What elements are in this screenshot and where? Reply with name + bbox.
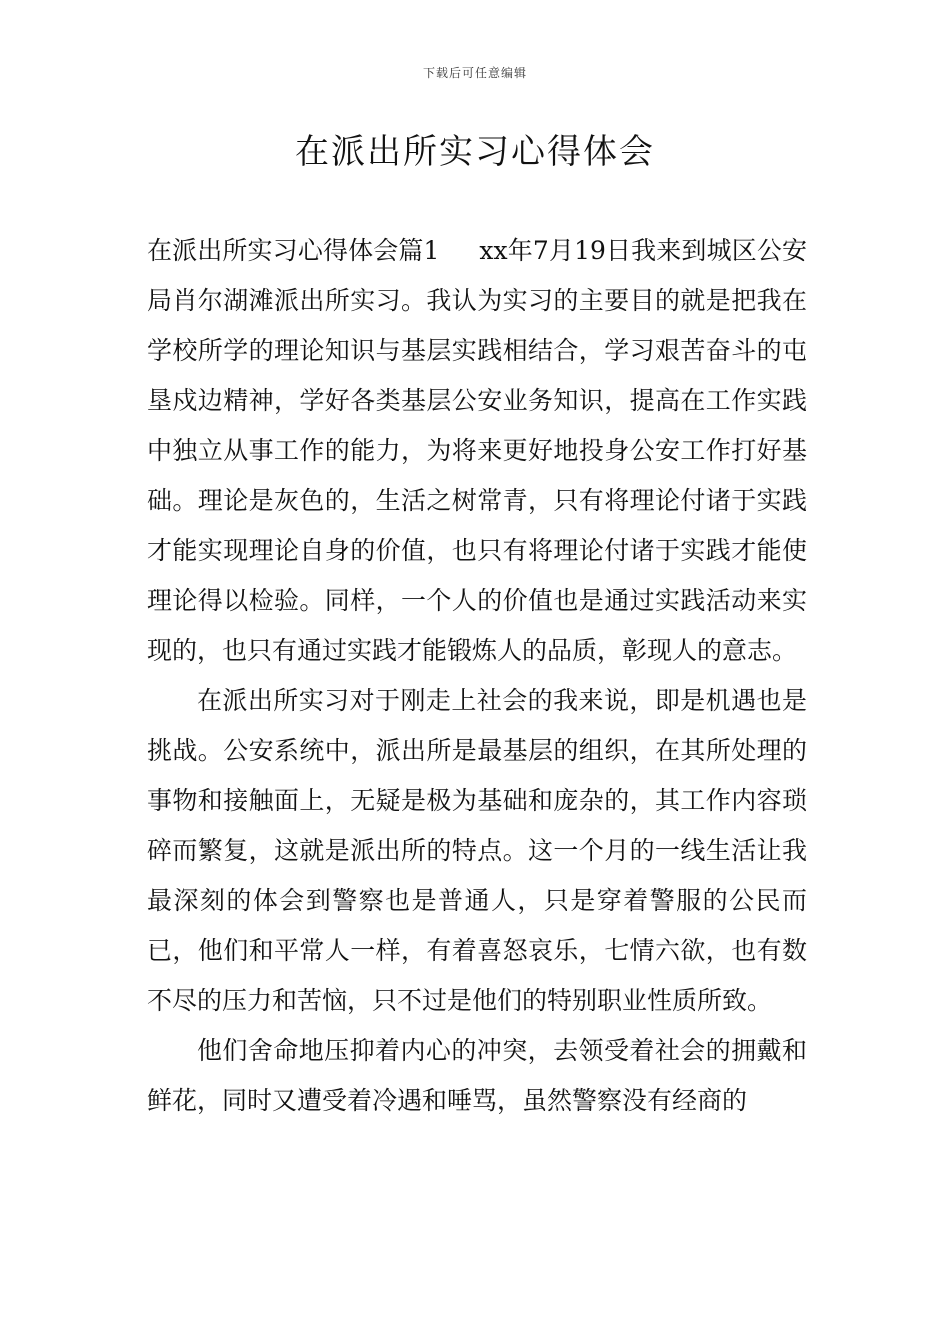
- paragraph-3: 他们舍命地压抑着内心的冲突，去领受着社会的拥戴和鲜花，同时又遭受着冷遇和唾骂，虽然警察没有经商的: [147, 1036, 807, 1115]
- document-body: [147, 226, 807, 1126]
- paragraph-1: [147, 226, 807, 676]
- section-label: 在派出所实习心得体会篇1: [147, 236, 440, 265]
- paragraph-2: 在派出所实习对于刚走上社会的我来说，即是机遇也是挑战。公安系统中，派出所是最基层的组织，在其所处理的事物和接触面上，无疑是极为基础和庞杂的，其工作内容琐碎而繁复，这就是派出所的特点。这一个月的一线生活让我最深刻的体会到警察也是普通人，只是穿着警服的公民而已，他们和平常人一样，有着喜怒哀乐，七情六欲，也有数不尽的压力和苦恼，只不过是他们的特别职业性质所致。: [147, 686, 807, 1015]
- paragraph-1-text: xx年7月19日我来到城区公安局肖尔湖滩派出所实习。我认为实习的主要目的就是把我在学校所学的理论知识与基层实践相结合，学习艰苦奋斗的屯垦戍边精神，学好各类基层公安业务知识，提高在工作实践中独立从事工作的能力，为将来更好地投身公安工作打好基础。理论是灰色的，生活之树常青，只有将理论付诸于实践才能实现理论自身的价值，也只有将理论付诸于实践才能使理论得以检验。同样，一个人的价值也是通过实践活动来实现的，也只有通过实践才能锻炼人的品质，彰现人的意志。: [147, 236, 807, 665]
- document-title: 在派出所实习心得体会: [295, 132, 655, 172]
- header-note: 下载后可任意编辑: [422, 66, 527, 80]
